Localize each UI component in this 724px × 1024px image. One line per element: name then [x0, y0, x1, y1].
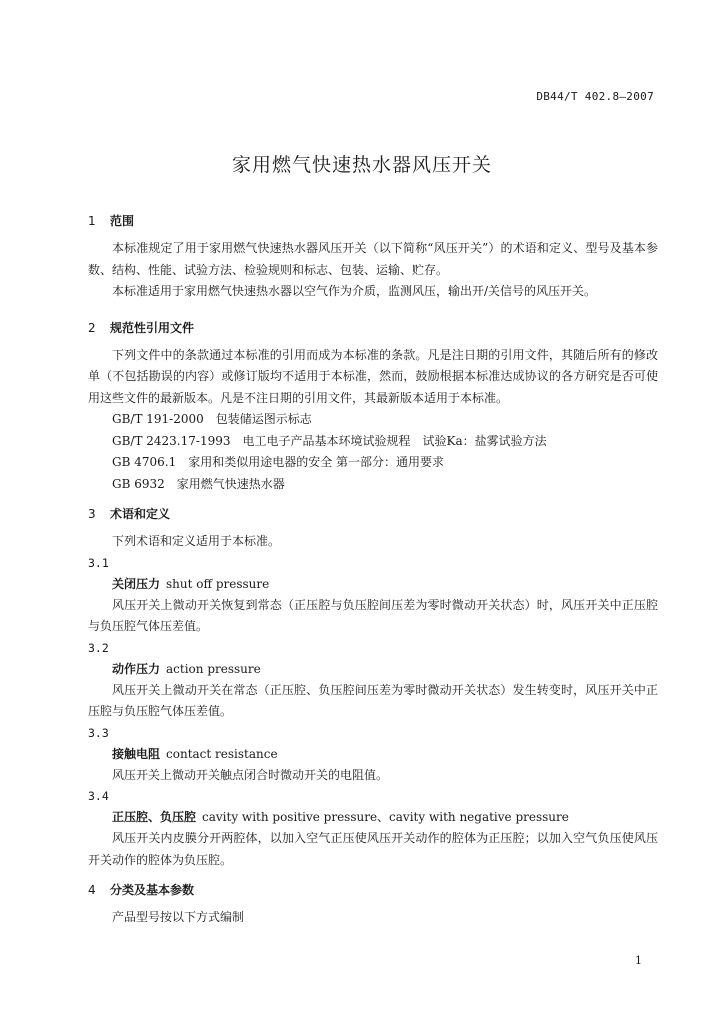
document-title: 家用燃气快速热水器风压开关: [231, 154, 492, 176]
term-chinese: 关闭压力: [112, 576, 161, 591]
term-title: [88, 574, 658, 595]
term-english: cavity with positive pressure、cavity with negative pressure: [202, 810, 569, 824]
term-english: contact resistance: [166, 746, 278, 761]
section-1-heading: [88, 210, 658, 232]
section-1-paragraph-1: 本标准规定了用于家用燃气快速热水器风压开关（以下简称“风压开关”）的术语和定义、型号及基本参数、结构、性能、试验方法、检验规则和标志、包装、运输、贮存。: [88, 241, 658, 277]
term-definition: 风压开关上微动开关触点闭合时微动开关的电阻值。: [112, 767, 389, 782]
section-4-heading: [88, 879, 658, 901]
section-3-intro: 下列术语和定义适用于本标准。: [112, 534, 281, 548]
section-3-heading: [88, 503, 658, 525]
page-number: 1: [635, 954, 642, 967]
term-english: shut off pressure: [166, 576, 270, 591]
term-number: 3.2: [88, 640, 109, 655]
section-number: 1: [88, 214, 96, 228]
term-definition: 风压开关上微动开关在常态（正压腔、负压腔间压差为零时微动开关状态）发生转变时，风压开关中正压腔与负压腔气体压差值。: [88, 682, 658, 718]
section-number: 2: [88, 320, 96, 335]
section-number: 3: [88, 507, 96, 521]
term-definition: 风压开关内皮膜分开两腔体，以加入空气正压使风压开关动作的腔体为正压腔；以加入空气负压使风压开关动作的腔体为负压腔。: [88, 831, 658, 867]
term-chinese: 接触电阻: [112, 746, 161, 761]
term-number: 3.4: [88, 789, 109, 803]
section-4-paragraph-1: 产品型号按以下方式编制: [112, 910, 245, 924]
reference-item: GB/T 2423.17-1993 电工电子产品基本环境试验规程 试验Ka：盐雾试验方法: [112, 433, 547, 448]
section-title: 规范性引用文件: [110, 320, 195, 335]
section-number: 4: [88, 883, 96, 897]
reference-item: GB 4706.1 家用和类似用途电器的安全 第一部分：通用要求: [112, 455, 445, 469]
term-english: action pressure: [166, 661, 261, 676]
term-number: 3.3: [88, 725, 109, 740]
term-title: [88, 659, 658, 680]
term-chinese: 正压腔、负压腔: [112, 810, 197, 824]
section-2-heading: [88, 317, 658, 339]
term-title: [88, 807, 658, 828]
term-number: 3.1: [88, 555, 109, 570]
reference-item: GB 6932 家用燃气快速热水器: [112, 476, 285, 491]
section-2-paragraph-1: 下列文件中的条款通过本标准的引用而成为本标准的条款。凡是注日期的引用文件，其随后所有的修改单（不包括勘误的内容）或修订版均不适用于本标准，然而，鼓励根据本标准达成协议的各方研究是否可使用这些文件的最新版本。凡是不注日期的引用文件，其最新版本适用于本标准。: [88, 347, 658, 405]
term-chinese: 动作压力: [112, 661, 161, 676]
section-1-paragraph-2: 本标准适用于家用燃气快速热水器以空气作为介质，监测风压，输出开/关信号的风压开关。: [112, 284, 597, 298]
reference-item: GB/T 191-2000 包装储运图示标志: [112, 412, 312, 426]
document-body: [88, 210, 658, 935]
term-definition: 风压开关上微动开关恢复到常态（正压腔与负压腔间压差为零时微动开关状态）时，风压开关中正压腔与负压腔气体压差值。: [88, 597, 658, 633]
section-title: 分类及基本参数: [110, 883, 195, 897]
section-title: 术语和定义: [110, 507, 171, 521]
standard-code: DB44/T 402.8—2007: [536, 90, 654, 103]
term-title: [88, 744, 658, 765]
section-title: 范围: [110, 214, 135, 228]
